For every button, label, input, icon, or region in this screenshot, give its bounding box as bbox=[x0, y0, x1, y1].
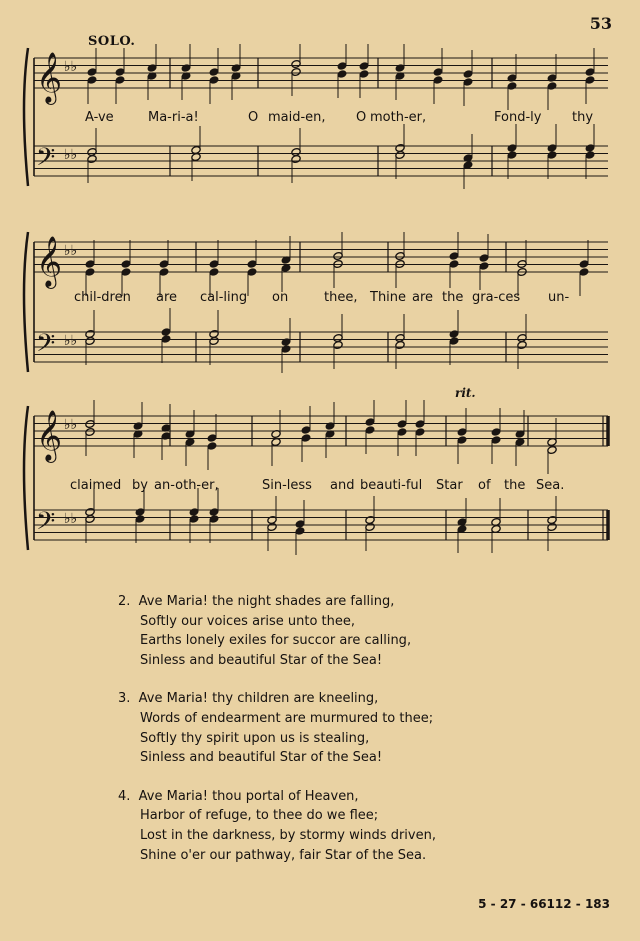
lyric-syllable: on bbox=[272, 290, 289, 305]
treble-clef: 𝄞 bbox=[36, 52, 63, 103]
key-signature-flat: ♭♭ bbox=[64, 333, 78, 349]
lyric-syllable: an-oth-er, bbox=[154, 478, 219, 493]
lyric-syllable: beauti-ful bbox=[360, 478, 423, 493]
lyric-syllable: the bbox=[442, 290, 464, 305]
system-brace bbox=[24, 406, 28, 550]
lyric-syllable: O bbox=[248, 110, 259, 125]
key-signature-flat: ♭♭ bbox=[64, 243, 78, 259]
verse-line: 3. Ave Maria! thy children are kneeling, bbox=[118, 691, 379, 707]
lyric-syllable: A-ve bbox=[85, 110, 114, 125]
page-number: 53 bbox=[589, 14, 612, 33]
verse-2 bbox=[118, 592, 436, 670]
lyric-syllable: are bbox=[412, 290, 434, 305]
lyric-syllable: Fond-ly bbox=[494, 110, 542, 125]
verse-line: Softly our voices arise unto thee, bbox=[140, 613, 356, 629]
lyric-syllable: cal-ling bbox=[200, 290, 248, 305]
lyric-syllable: O bbox=[356, 110, 367, 125]
system-brace bbox=[24, 232, 28, 372]
lyric-syllable: Ma-ri-a! bbox=[148, 110, 199, 125]
solo-label: SOLO. bbox=[88, 34, 136, 49]
verse-3 bbox=[118, 689, 436, 767]
verse-line: 2. Ave Maria! the night shades are falling, bbox=[118, 594, 395, 609]
bass-clef: 𝄢 bbox=[36, 143, 56, 178]
publisher-code: 5 - 27 - 66112 - 183 bbox=[478, 897, 610, 911]
verse-line: Lost in the darkness, by stormy winds driven, bbox=[140, 827, 436, 843]
lyrics-line-1 bbox=[70, 110, 610, 245]
lyric-syllable: Sin-less bbox=[262, 478, 312, 493]
tempo-marking: rit. bbox=[455, 386, 476, 400]
key-signature-flat: ♭♭ bbox=[64, 59, 78, 75]
lyric-syllable: and bbox=[330, 478, 355, 493]
additional-verses bbox=[118, 592, 436, 884]
lyric-syllable: gra-ces bbox=[472, 290, 521, 305]
lyric-syllable: maid-en, bbox=[268, 110, 326, 125]
lyric-syllable: by bbox=[132, 478, 148, 493]
verse-line: Harbor of refuge, to thee do we flee; bbox=[140, 808, 379, 824]
bass-clef: 𝄢 bbox=[36, 329, 56, 364]
verse-line: 4. Ave Maria! thou portal of Heaven, bbox=[118, 788, 359, 804]
lyric-syllable: Star bbox=[436, 478, 463, 493]
lyric-syllable: thee, bbox=[324, 290, 358, 305]
verse-line: Earths lonely exiles for succor are calling, bbox=[140, 633, 412, 649]
lyric-syllable: Thine bbox=[370, 290, 407, 305]
lyric-syllable: of bbox=[478, 478, 491, 493]
lyric-syllable: the bbox=[504, 478, 526, 493]
system-brace bbox=[24, 48, 28, 186]
lyric-syllable: are bbox=[156, 290, 178, 305]
lyrics-line-2 bbox=[70, 290, 610, 455]
verse-4 bbox=[118, 787, 436, 865]
verse-line: Sinless and beautiful Star of the Sea! bbox=[140, 750, 383, 766]
key-signature-flat: ♭♭ bbox=[64, 511, 78, 527]
lyric-syllable: chil-dren bbox=[74, 290, 131, 305]
key-signature-flat: ♭♭ bbox=[64, 147, 78, 163]
bass-clef: 𝄢 bbox=[36, 507, 56, 542]
verse-line: Softly thy spirit upon us is stealing, bbox=[140, 730, 370, 746]
lyric-syllable: un- bbox=[548, 290, 570, 305]
lyric-syllable: thy bbox=[572, 110, 594, 125]
treble-clef: 𝄞 bbox=[36, 410, 63, 461]
verse-line: Sinless and beautiful Star of the Sea! bbox=[140, 652, 383, 668]
verse-line: Words of endearment are murmured to thee; bbox=[140, 710, 434, 726]
treble-clef: 𝄞 bbox=[36, 236, 63, 287]
verse-line: Shine o'er our pathway, fair Star of the Sea. bbox=[140, 847, 427, 863]
lyric-syllable: moth-er, bbox=[370, 110, 427, 125]
lyric-syllable: claimed bbox=[70, 478, 122, 493]
lyric-syllable: Sea. bbox=[536, 478, 565, 493]
key-signature-flat: ♭♭ bbox=[64, 417, 78, 433]
